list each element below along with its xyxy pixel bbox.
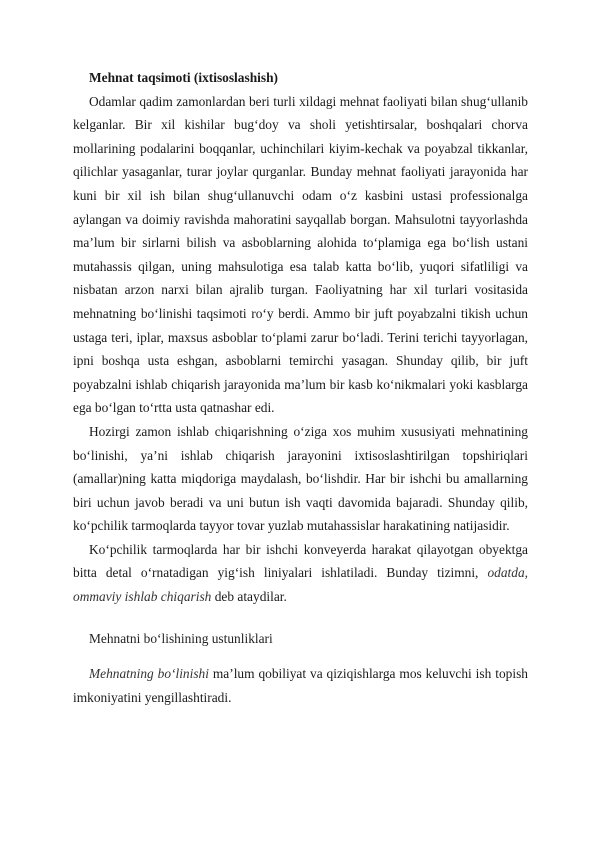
division-of-labour-term: Mehnatning bo‘linishi (89, 666, 209, 682)
document-title: Mehnat taqsimoti (ixtisoslashish) (89, 70, 278, 85)
paragraph-advantages (73, 662, 528, 709)
paragraph-modern-production: Hozirgi zamon ishlab chiqarishning o‘ziga xos muhim xususiyati mehnatining bo‘linishi, ya’ni ishlab chiqarish jarayonini ixtisoslashtirilgan topshiriqlari (amallar)ning katta miqdoriga maydalash, bo‘lishdir. Har bir ishchi bu amallarning biri uchun javob beradi va uni butun ish vaqti davomida bajaradi. Shunday qilib, ko‘pchilik tarmoqlarda tayyor tovar yuzlab mutahassislar harakatining natijasidir. (73, 423, 528, 534)
mass-production-term: odatda, ommaviy ishlab chiqarish (73, 565, 528, 605)
paragraph-intro: Odamlar qadim zamonlardan beri turli xildagi mehnat faoliyati bilan shug‘ullanib kelganlar. Bir xil kishilar bug‘doy va sholi yetishtirsalar, boshqalari chorva mollarining podalarini boqqanlar, uchinchilari kiyim-kechak va poyabzal tikkanlar, qilichlar yasaganlar, turar joylar qurganlar. Bunday mehnat faoliyati jarayonida har kuni bir xil ish bilan shug‘ullanuvchi odam o‘z kasbini ustasi professionalga aylangan va doimiy ravishda mahoratini sayqallab borgan. Mahsulotni tayyorlashda ma’lum bir sirlarni bilish va asboblarning alohida to‘plamiga ega bo‘lish ustani mutahassis qilgan, uning mahsulotiga esa talab katta bo‘lib, yuqori sifatliligi va nisbatan arzon narxi bilan ajralib turgan. Faoliyatning har xil turlari vositasida mehnatning bo‘linishi taqsimoti ro‘y berdi. Ammo bir juft poyabzalni tikish uchun ustaga teri, iplar, maxsus asboblar to‘plami zarur bo‘ladi. Terini terichi tayyorlagan, ipni boshqa usta eshgan, asboblarni temirchi yasagan. Shunday qilib, bir juft poyabzalni ishlab chiqarish jarayonida ma’lum bir kasb ko‘nikmalari yoki kasblarga ega bo‘lgan to‘rtta usta qatnashar edi. (73, 93, 528, 416)
paragraph-assembly-lines-end: deb ataydilar. (211, 589, 287, 605)
paragraph-assembly-lines (73, 538, 528, 609)
paragraph-advantages-end: ma’lum qobiliyat va qiziqishlarga mos keluvchi ish topish imkoniyatini yengillashtiradi. (73, 666, 528, 705)
section-heading: Mehnatni bo‘lishining ustunliklari (89, 630, 273, 646)
paragraph-assembly-lines-start: Ko‘pchilik tarmoqlarda har bir ishchi konveyerda harakat qilayotgan obyektga bitta detal o‘rnatadigan yig‘ish liniyalari ishlatiladi. Bunday tizimni, (73, 541, 528, 581)
document-page (73, 66, 528, 709)
